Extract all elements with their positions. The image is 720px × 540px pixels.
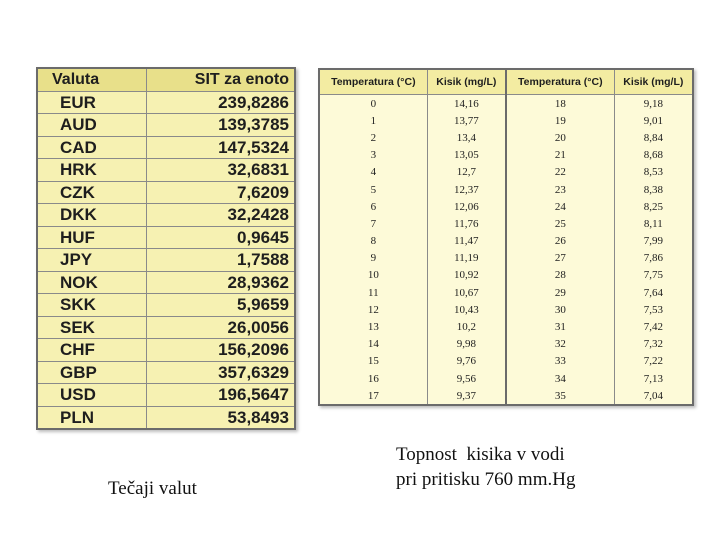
oxygen-cell: 9,98: [427, 336, 506, 353]
temperature-cell: 8: [319, 233, 427, 250]
table-row: [319, 250, 693, 267]
temperature-cell: 31: [506, 318, 614, 335]
temperature-cell: 12: [319, 301, 427, 318]
table-row: [319, 129, 693, 146]
temperature-cell: 30: [506, 301, 614, 318]
oxygen-cell: 7,53: [614, 301, 693, 318]
oxygen-cell: 9,18: [614, 95, 693, 113]
temperature-cell: 33: [506, 353, 614, 370]
temperature-cell: 0: [319, 95, 427, 113]
temperature-cell: 7: [319, 215, 427, 232]
currency-rate: 147,5324: [147, 136, 296, 159]
oxygen-solubility-table: [318, 68, 694, 406]
table-row: [37, 204, 295, 227]
temperature-cell: 24: [506, 198, 614, 215]
oxygen-caption: [396, 442, 575, 492]
temperature-header: Temperatura (°C): [506, 69, 614, 95]
oxygen-body: [319, 95, 693, 406]
oxygen-cell: 8,11: [614, 215, 693, 232]
currency-code: CAD: [37, 136, 147, 159]
currency-rate: 5,9659: [147, 294, 296, 317]
table-row: [37, 294, 295, 317]
temperature-cell: 32: [506, 336, 614, 353]
temperature-cell: 5: [319, 181, 427, 198]
currency-table: [36, 67, 296, 430]
table-row: [319, 95, 693, 113]
temperature-cell: 10: [319, 267, 427, 284]
table-row: [319, 267, 693, 284]
temperature-cell: 35: [506, 387, 614, 405]
temperature-cell: 2: [319, 129, 427, 146]
oxygen-cell: 10,92: [427, 267, 506, 284]
table-row: [37, 91, 295, 114]
oxygen-cell: 13,4: [427, 129, 506, 146]
oxygen-cell: 7,04: [614, 387, 693, 405]
oxygen-cell: 13,05: [427, 147, 506, 164]
temperature-cell: 17: [319, 387, 427, 405]
oxygen-cell: 7,13: [614, 370, 693, 387]
temperature-cell: 20: [506, 129, 614, 146]
temperature-cell: 9: [319, 250, 427, 267]
oxygen-cell: 7,99: [614, 233, 693, 250]
temperature-cell: 23: [506, 181, 614, 198]
oxygen-cell: 7,64: [614, 284, 693, 301]
temperature-header: Temperatura (°C): [319, 69, 427, 95]
currency-code: SEK: [37, 316, 147, 339]
table-row: [37, 159, 295, 182]
currency-rate: 0,9645: [147, 226, 296, 249]
oxygen-cell: 8,53: [614, 164, 693, 181]
oxygen-cell: 10,43: [427, 301, 506, 318]
currency-code: EUR: [37, 91, 147, 114]
oxygen-cell: 8,68: [614, 147, 693, 164]
currency-caption: Tečaji valut: [108, 478, 197, 499]
table-row: [37, 316, 295, 339]
oxygen-caption-line1: Topnost kisika v vodi: [396, 444, 565, 465]
oxygen-cell: 9,56: [427, 370, 506, 387]
table-row: [319, 301, 693, 318]
oxygen-cell: 7,86: [614, 250, 693, 267]
currency-code: HRK: [37, 159, 147, 182]
table-row: [319, 336, 693, 353]
table-row: [37, 339, 295, 362]
currency-rate: 156,2096: [147, 339, 296, 362]
table-row: [37, 181, 295, 204]
oxygen-cell: 11,76: [427, 215, 506, 232]
currency-rate: 1,7588: [147, 249, 296, 272]
oxygen-cell: 9,01: [614, 112, 693, 129]
currency-code: JPY: [37, 249, 147, 272]
table-row: [319, 112, 693, 129]
table-row: [37, 136, 295, 159]
temperature-cell: 14: [319, 336, 427, 353]
oxygen-cell: 11,47: [427, 233, 506, 250]
oxygen-header-row: [319, 69, 693, 95]
temperature-cell: 27: [506, 250, 614, 267]
currency-code: PLN: [37, 406, 147, 429]
currency-code: CHF: [37, 339, 147, 362]
oxygen-cell: 9,37: [427, 387, 506, 405]
oxygen-cell: 11,19: [427, 250, 506, 267]
currency-rate: 139,3785: [147, 114, 296, 137]
currency-rate: 32,2428: [147, 204, 296, 227]
currency-body: [37, 91, 295, 429]
currency-rate: 7,6209: [147, 181, 296, 204]
table-row: [319, 284, 693, 301]
oxygen-cell: 13,77: [427, 112, 506, 129]
currency-code: CZK: [37, 181, 147, 204]
temperature-cell: 25: [506, 215, 614, 232]
table-row: [319, 233, 693, 250]
currency-code: AUD: [37, 114, 147, 137]
currency-code: DKK: [37, 204, 147, 227]
oxygen-cell: 10,2: [427, 318, 506, 335]
temperature-cell: 3: [319, 147, 427, 164]
temperature-cell: 19: [506, 112, 614, 129]
currency-rate: 196,5647: [147, 384, 296, 407]
currency-code: HUF: [37, 226, 147, 249]
oxygen-header: Kisik (mg/L): [427, 69, 506, 95]
currency-rate: 28,9362: [147, 271, 296, 294]
table-row: [319, 353, 693, 370]
currency-header-row: [37, 68, 295, 91]
temperature-cell: 16: [319, 370, 427, 387]
currency-code: USD: [37, 384, 147, 407]
temperature-cell: 29: [506, 284, 614, 301]
temperature-cell: 21: [506, 147, 614, 164]
table-row: [319, 215, 693, 232]
oxygen-cell: 14,16: [427, 95, 506, 113]
table-row: [37, 406, 295, 429]
oxygen-cell: 7,22: [614, 353, 693, 370]
table-row: [37, 384, 295, 407]
oxygen-cell: 12,7: [427, 164, 506, 181]
table-row: [37, 114, 295, 137]
temperature-cell: 11: [319, 284, 427, 301]
oxygen-cell: 8,25: [614, 198, 693, 215]
table-row: [37, 226, 295, 249]
oxygen-cell: 7,42: [614, 318, 693, 335]
currency-code: GBP: [37, 361, 147, 384]
temperature-cell: 18: [506, 95, 614, 113]
table-row: [319, 181, 693, 198]
temperature-cell: 26: [506, 233, 614, 250]
oxygen-cell: 7,75: [614, 267, 693, 284]
currency-rate: 53,8493: [147, 406, 296, 429]
currency-code: NOK: [37, 271, 147, 294]
table-row: [319, 370, 693, 387]
oxygen-cell: 8,84: [614, 129, 693, 146]
table-row: [319, 318, 693, 335]
currency-rate: 32,6831: [147, 159, 296, 182]
currency-header: Valuta: [37, 68, 147, 91]
temperature-cell: 13: [319, 318, 427, 335]
table-row: [319, 198, 693, 215]
table-row: [319, 147, 693, 164]
currency-rate: 26,0056: [147, 316, 296, 339]
oxygen-cell: 7,32: [614, 336, 693, 353]
rate-header: SIT za enoto: [147, 68, 296, 91]
temperature-cell: 15: [319, 353, 427, 370]
temperature-cell: 28: [506, 267, 614, 284]
oxygen-cell: 12,06: [427, 198, 506, 215]
oxygen-cell: 8,38: [614, 181, 693, 198]
table-row: [319, 164, 693, 181]
table-row: [37, 271, 295, 294]
currency-rate: 357,6329: [147, 361, 296, 384]
oxygen-caption-line2: pri pritisku 760 mm.Hg: [396, 469, 576, 490]
temperature-cell: 4: [319, 164, 427, 181]
temperature-cell: 6: [319, 198, 427, 215]
currency-code: SKK: [37, 294, 147, 317]
table-row: [37, 249, 295, 272]
currency-rate: 239,8286: [147, 91, 296, 114]
oxygen-cell: 10,67: [427, 284, 506, 301]
oxygen-header: Kisik (mg/L): [614, 69, 693, 95]
oxygen-cell: 12,37: [427, 181, 506, 198]
table-row: [319, 387, 693, 405]
oxygen-cell: 9,76: [427, 353, 506, 370]
table-row: [37, 361, 295, 384]
temperature-cell: 34: [506, 370, 614, 387]
temperature-cell: 1: [319, 112, 427, 129]
temperature-cell: 22: [506, 164, 614, 181]
